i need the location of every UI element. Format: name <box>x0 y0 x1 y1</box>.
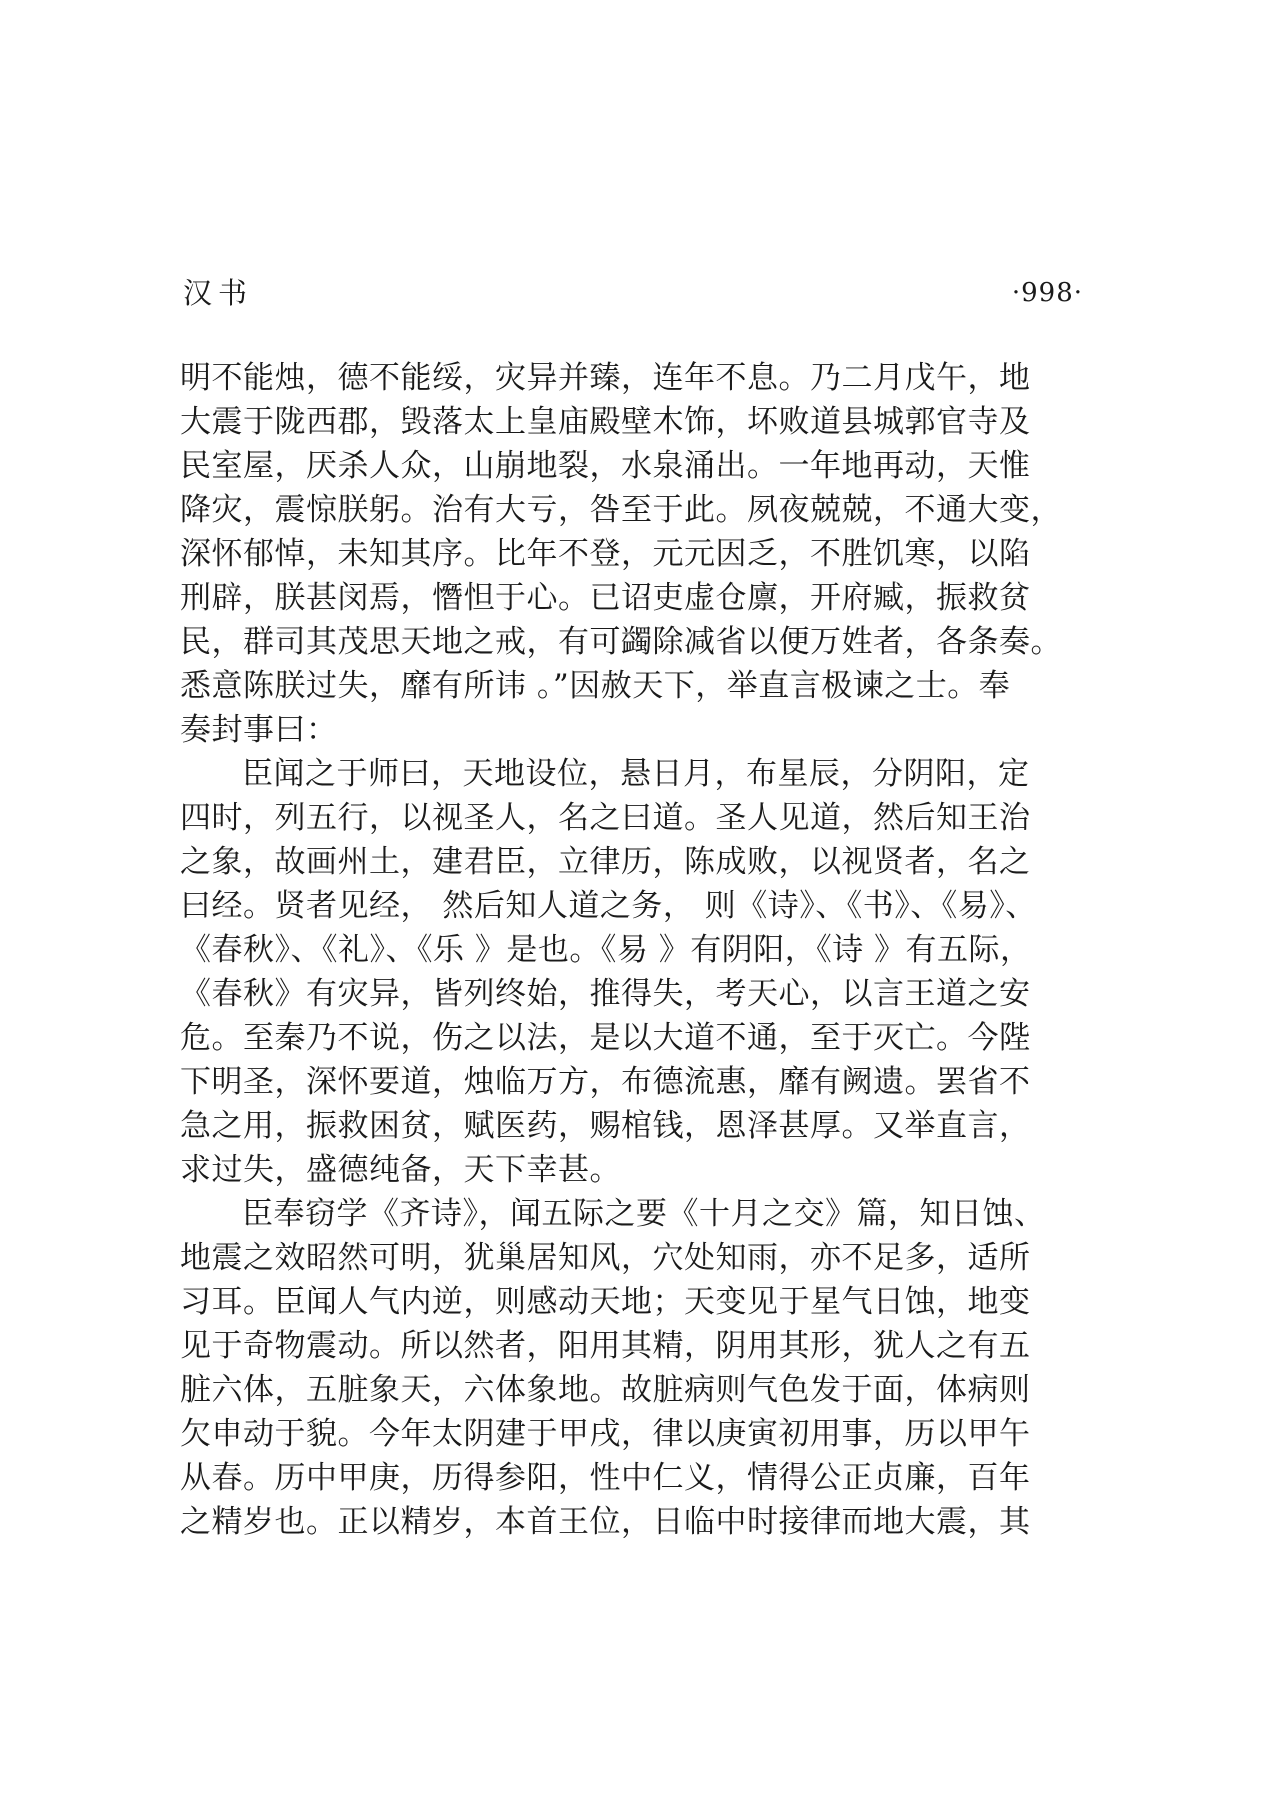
text-line: 降灾，震惊朕躬。治有大亏，咎至于此。夙夜兢兢，不通大变， <box>180 492 1062 528</box>
paragraph-start-line: 臣闻之于师曰，天地设位，悬日月，布星辰，分阴阳，定 <box>242 756 1030 792</box>
page-number: ·998· <box>1011 278 1083 308</box>
text-line: 奏封事曰： <box>180 712 338 748</box>
text-line: 脏六体，五脏象天，六体象地。故脏病则气色发于面，体病则 <box>180 1372 1031 1408</box>
text-line: 之精岁也。正以精岁，本首王位，日临中时接律而地大震，其 <box>180 1504 1031 1540</box>
text-line: 从春。历中甲庚，历得参阳，性中仁义，情得公正贞廉，百年 <box>180 1460 1031 1496</box>
text-line: 大震于陇西郡，毁落太上皇庙殿壁木饰，坏败道县城郭官寺及 <box>180 404 1031 440</box>
text-line: 见于奇物震动。所以然者，阳用其精，阴用其形，犹人之有五 <box>180 1328 1031 1364</box>
text-line: 深怀郁悼，未知其序。比年不登，元元因乏，不胜饥寒，以陷 <box>180 536 1031 572</box>
text-line: 刑辟，朕甚闵焉，憯怛于心。已诏吏虚仓廪，开府臧，振救贫 <box>180 580 1031 616</box>
text-line: 《春秋》有灾异，皆列终始，推得失，考天心，以言王道之安 <box>180 976 1031 1012</box>
text-line: 明不能烛，德不能绥，灾异并臻，连年不息。乃二月戊午，地 <box>180 360 1031 396</box>
text-line: 民，群司其茂思天地之戒，有可蠲除减省以便万姓者，各条奏。 <box>180 624 1062 660</box>
text-line: 《春秋》、《礼》、《乐 》是也。《易 》有阴阳，《诗 》有五际， <box>180 932 1032 968</box>
text-line: 习耳。臣闻人气内逆，则感动天地；天变见于星气日蚀，地变 <box>180 1284 1031 1320</box>
text-line: 四时，列五行，以视圣人，名之曰道。圣人见道，然后知王治 <box>180 800 1031 836</box>
text-line: 之象，故画州土，建君臣，立律历，陈成败，以视贤者，名之 <box>180 844 1031 880</box>
body-text <box>180 356 1085 1544</box>
text-line: 悉意陈朕过失，靡有所讳 。”因赦天下，举直言极谏之士。奉 <box>180 668 1011 704</box>
text-line: 急之用，振救困贫，赋医药，赐棺钱，恩泽甚厚。又举直言， <box>180 1108 1031 1144</box>
text-line: 曰经。贤者见经， 然后知人道之务， 则《诗》、《书》、《易》、 <box>180 888 1037 924</box>
text-line: 危。至秦乃不说，伤之以法，是以大道不通，至于灭亡。今陛 <box>180 1020 1031 1056</box>
paragraph-start-line: 臣奉窃学《齐诗》，闻五际之要《十月之交》篇，知日蚀、 <box>242 1196 1046 1232</box>
text-line: 民室屋，厌杀人众，山崩地裂，水泉涌出。一年地再动，天惟 <box>180 448 1031 484</box>
text-line: 地震之效昭然可明，犹巢居知风，穴处知雨，亦不足多，适所 <box>180 1240 1031 1276</box>
book-title: 汉书 <box>183 276 254 310</box>
text-line: 欠申动于貌。今年太阴建于甲戌，律以庚寅初用事，历以甲午 <box>180 1416 1031 1452</box>
page-header <box>183 268 1083 318</box>
text-line: 求过失，盛德纯备，天下幸甚。 <box>180 1152 621 1188</box>
text-line: 下明圣，深怀要道，烛临万方，布德流惠，靡有阙遗。罢省不 <box>180 1064 1031 1100</box>
